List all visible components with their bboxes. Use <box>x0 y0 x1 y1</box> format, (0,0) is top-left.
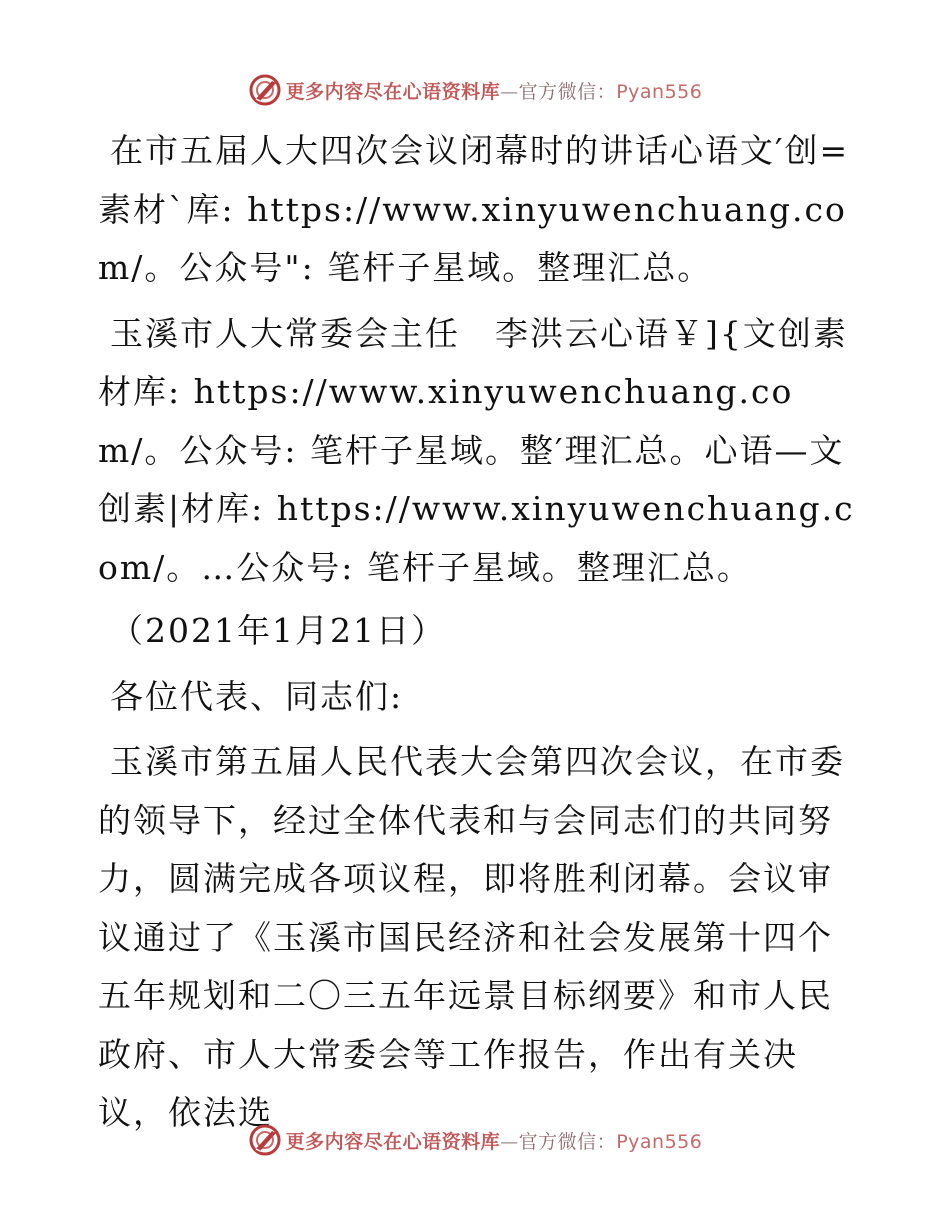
quill-logo-icon <box>248 73 282 107</box>
banner-wechat-id: Pyan556 <box>616 1130 703 1153</box>
banner-wechat-id: Pyan556 <box>616 80 703 103</box>
paragraph-author: 玉溪市人大常委会主任 李洪云心语￥]{文创素材库: https://www.xinyuwenchuang.com/。公众号: 笔杆子星域。整′理汇总。心语—文创素|材库: https://www.xinyuwenchuang.com/。…公众号: 笔杆子星域。整理汇总。 <box>98 313 855 587</box>
banner-wechat-label: 官方微信： <box>518 1130 617 1153</box>
banner-separator: — <box>500 81 519 103</box>
banner-brand: 更多内容尽在心语资料库 <box>285 80 501 103</box>
paragraph-salutation: 各位代表、同志们: <box>110 676 404 716</box>
paragraph-body: 玉溪市第五届人民代表大会第四次会议，在市委的领导下，经过全体代表和与会同志们的共同努力，圆满完成各项议程，即将胜利闭幕。会议审议通过了《玉溪市国民经济和社会发展第十四个五年规划和二〇三五年远景目标纲要》和市人民政府、市人大常委会等工作报告，作出有关决议，依法选 <box>98 742 845 1132</box>
quill-logo-icon <box>248 1123 282 1157</box>
document-body <box>98 122 858 1143</box>
paragraph-title: 在市五届人大四次会议闭幕时的讲话心语文′创=素材`库: https://www.xinyuwenchuang.com/。公众号": 笔杆子星域。整理汇总。 <box>98 131 850 287</box>
banner-wechat-label: 官方微信： <box>518 80 617 103</box>
banner-text <box>286 77 703 104</box>
paragraph-date: （2021年1月21日） <box>110 611 446 650</box>
footer-banner <box>0 1120 950 1160</box>
banner-brand: 更多内容尽在心语资料库 <box>285 1130 501 1153</box>
banner-text <box>286 1127 703 1154</box>
header-banner <box>0 70 950 110</box>
banner-separator: — <box>500 1131 519 1153</box>
